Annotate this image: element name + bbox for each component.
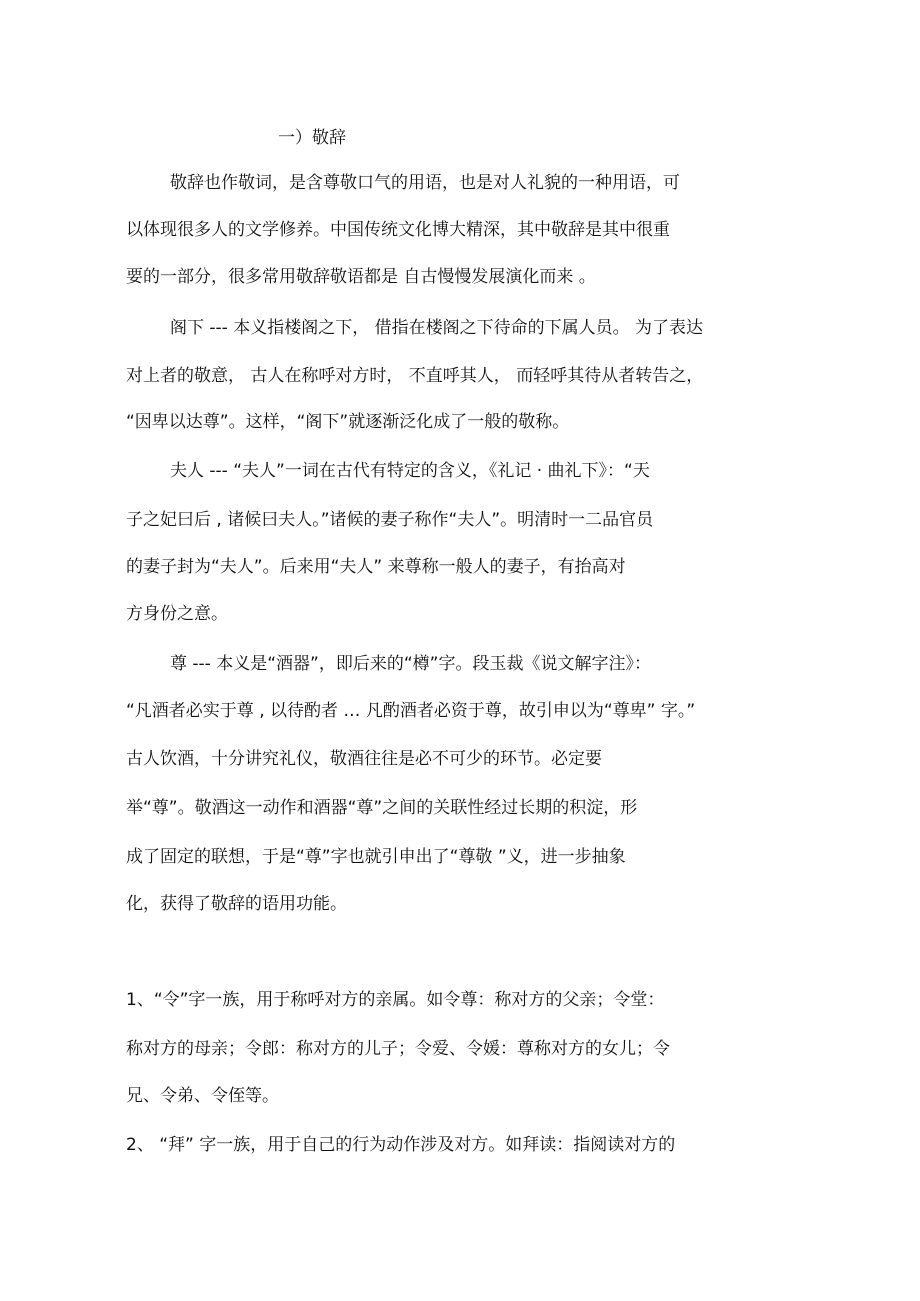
paragraph-line: 方身份之意。 [126, 604, 228, 624]
paragraph-line: 敬辞也作敬词，是含尊敬口气的用语，也是对人礼貌的一种用语，可 [170, 173, 680, 193]
paragraph-line: 的妻子封为“夫人”。后来用“夫人” 来尊称一般人的妻子，有抬高对 [126, 557, 626, 577]
paragraph-line: 举“尊”。敬酒这一动作和酒器“尊”之间的关联性经过长期的积淀，形 [126, 798, 638, 818]
list-item-line: 2、 “拜” 字一族，用于自己的行为动作涉及对方。如拜读：指阅读对方的 [126, 1135, 676, 1155]
paragraph-line: “因卑以达尊”。这样，“阁下”就逐渐泛化成了一般的敬称。 [126, 412, 570, 432]
paragraph-line: 夫人 --- “夫人”一词在古代有特定的含义，《礼记 · 曲礼下》：“天 [170, 461, 650, 481]
list-item-line: 兄、令弟、令侄等。 [126, 1086, 279, 1106]
list-item-line: 1、“令”字一族，用于称呼对方的亲属。如令尊：称对方的父亲；令堂： [126, 990, 665, 1010]
paragraph-line: 化，获得了敬辞的语用功能。 [126, 894, 347, 914]
paragraph-line: 对上者的敬意， 古人在称呼对方时， 不直呼其人， 而轻呼其待从者转告之， [126, 366, 704, 386]
paragraph-line: 古人饮酒，十分讲究礼仪，敬酒往往是必不可少的环节。必定要 [126, 749, 602, 769]
paragraph-line: 以体现很多人的文学修养。中国传统文化博大精深，其中敬辞是其中很重 [126, 220, 670, 240]
paragraph-line: 子之妃曰后 , 诸候曰夫人。”诸候的妻子称作“夫人”。明清时一二品官员 [126, 510, 654, 530]
paragraph-line: 阁下 --- 本义指楼阁之下， 借指在楼阁之下待命的下属人员。 为了表达 [170, 318, 704, 338]
paragraph-line: “凡酒者必实于尊 , 以待酌者 … 凡酌酒者必资于尊，故引申以为“尊卑” 字。” [126, 701, 696, 721]
list-item-line: 称对方的母亲；令郎：称对方的儿子；令爱、令媛：尊称对方的女儿；令 [126, 1039, 670, 1059]
section-heading: 一）敬辞 [278, 128, 346, 148]
paragraph-line: 尊 --- 本义是“酒器”，即后来的“樽”字。段玉裁《说文解字注》： [170, 654, 651, 674]
paragraph-line: 成了固定的联想，于是“尊”字也就引申出了“尊敬 ”义，进一步抽象 [126, 847, 626, 867]
paragraph-line: 要的一部分，很多常用敬辞敬语都是 自古慢慢发展演化而来 。 [126, 267, 596, 287]
